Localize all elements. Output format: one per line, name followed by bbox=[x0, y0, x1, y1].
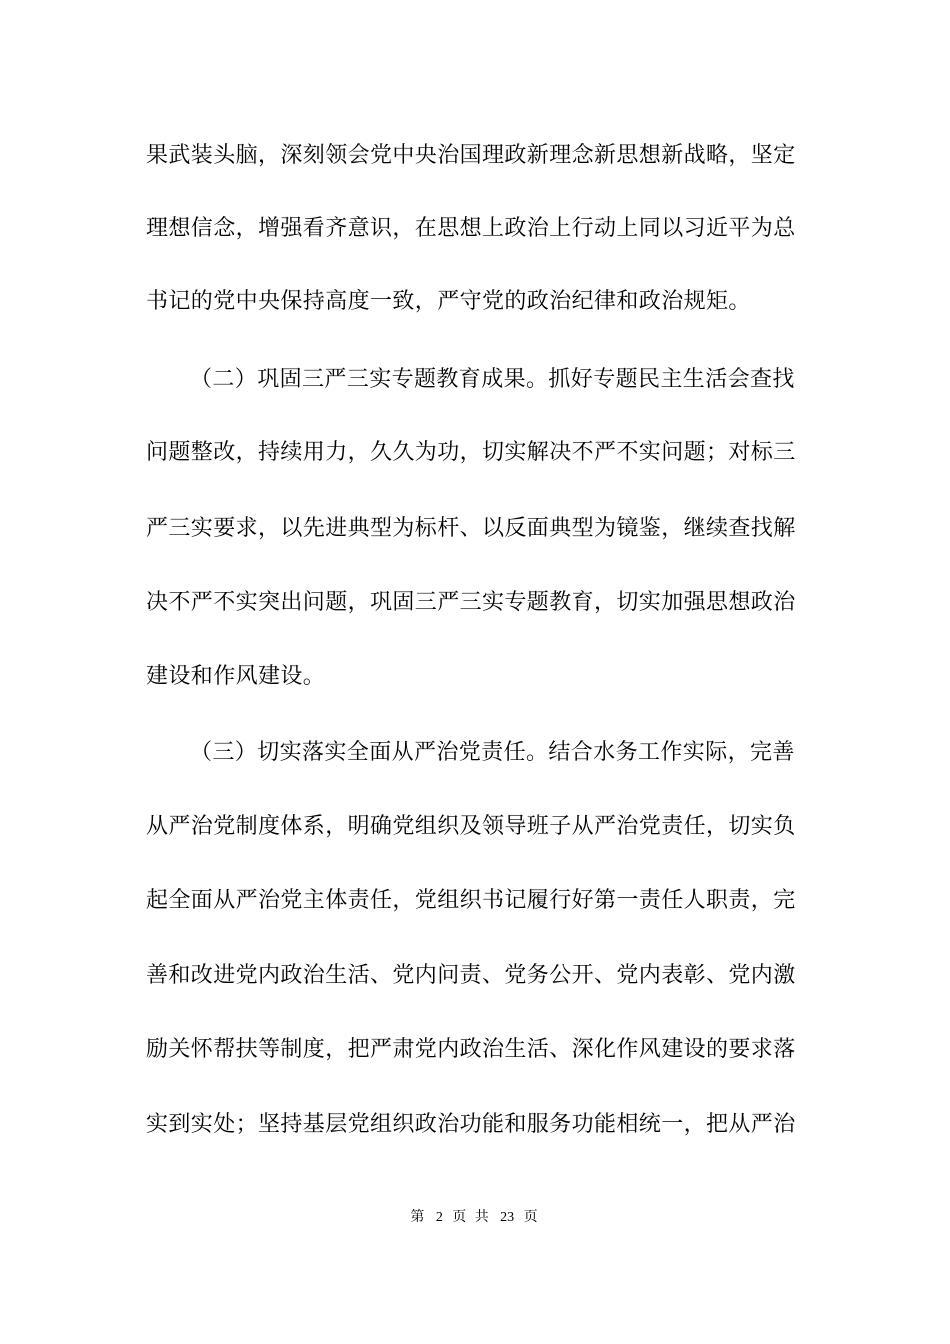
paragraph-heading-line: （三）切实落实全面从严治党责任。结合水务工作实际，完善 bbox=[190, 740, 795, 765]
body-text-line: 建设和作风建设。 bbox=[146, 664, 326, 689]
body-text-line: 励关怀帮扶等制度，把严肃党内政治生活、深化作风建设的要求落 bbox=[146, 1037, 796, 1062]
paragraph-heading-line: （二）巩固三严三实专题教育成果。抓好专题民主生活会查找 bbox=[190, 367, 795, 392]
body-text-line: 从严治党制度体系，明确党组织及领导班子从严治党责任，切实负 bbox=[146, 814, 796, 839]
body-text-line: 书记的党中央保持高度一致，严守党的政治纪律和政治规矩。 bbox=[146, 289, 751, 314]
footer-suffix: 页 bbox=[523, 1209, 540, 1225]
body-text-line: 严三实要求，以先进典型为标杆、以反面典型为镜鉴，继续查找解 bbox=[146, 516, 796, 541]
body-text-line: 问题整改，持续用力，久久为功，切实解决不严不实问题；对标三 bbox=[146, 440, 796, 465]
footer-middle: 页 共 bbox=[452, 1209, 491, 1225]
current-page-number: 2 bbox=[435, 1210, 443, 1225]
total-page-count: 23 bbox=[500, 1210, 515, 1225]
body-text-line: 理想信念，增强看齐意识，在思想上政治上行动上同以习近平为总 bbox=[146, 216, 796, 241]
page-footer bbox=[0, 1208, 950, 1227]
body-text-line: 起全面从严治党主体责任，党组织书记履行好第一责任人职责，完 bbox=[146, 888, 796, 913]
footer-prefix: 第 bbox=[410, 1209, 427, 1225]
body-text-line: 果武装头脑，深刻领会党中央治国理政新理念新思想新战略，坚定 bbox=[146, 143, 796, 168]
body-text-line: 决不严不实突出问题，巩固三严三实专题教育，切实加强思想政治 bbox=[146, 590, 796, 615]
body-text-line: 善和改进党内政治生活、党内问责、党务公开、党内表彰、党内激 bbox=[146, 963, 796, 988]
body-text-line: 实到实处；坚持基层党组织政治功能和服务功能相统一，把从严治 bbox=[146, 1112, 796, 1137]
